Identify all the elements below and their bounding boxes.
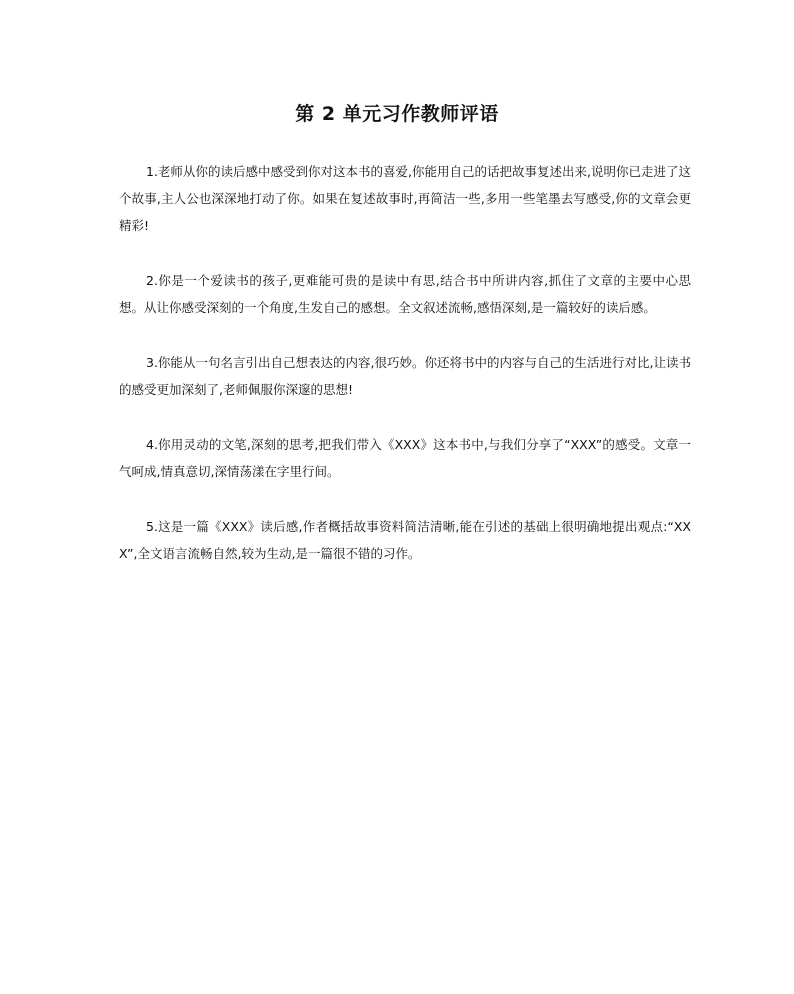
comment-paragraph-4: 4.你用灵动的文笔,深刻的思考,把我们带入《XXX》这本书中,与我们分享了“XXX”的感受。文章一气呵成,情真意切,深情荡漾在字里行间。: [119, 437, 691, 479]
comment-paragraph-3: 3.你能从一句名言引出自己想表达的内容,很巧妙。你还将书中的内容与自己的生活进行对比,让读书的感受更加深刻了,老师佩服你深邃的思想!: [119, 355, 691, 397]
comment-paragraph-1: 1.老师从你的读后感中感受到你对这本书的喜爱,你能用自己的话把故事复述出来,说明你已走进了这个故事,主人公也深深地打动了你。如果在复述故事时,再简洁一些,多用一些笔墨去写感受,你的文章会更精彩!: [119, 164, 691, 233]
document-title: 第 2 单元习作教师评语: [295, 103, 499, 125]
comment-paragraph-5: 5.这是一篇《XXX》读后感,作者概括故事资料简洁清晰,能在引述的基础上很明确地提出观点:“XXX”,全文语言流畅自然,较为生动,是一篇很不错的习作。: [119, 519, 691, 561]
comment-paragraph-2: 2.你是一个爱读书的孩子,更难能可贵的是读中有思,结合书中所讲内容,抓住了文章的主要中心思想。从让你感受深刻的一个角度,生发自己的感想。全文叙述流畅,感悟深刻,是一篇较好的读后感。: [119, 273, 691, 315]
document-body: [119, 158, 691, 595]
